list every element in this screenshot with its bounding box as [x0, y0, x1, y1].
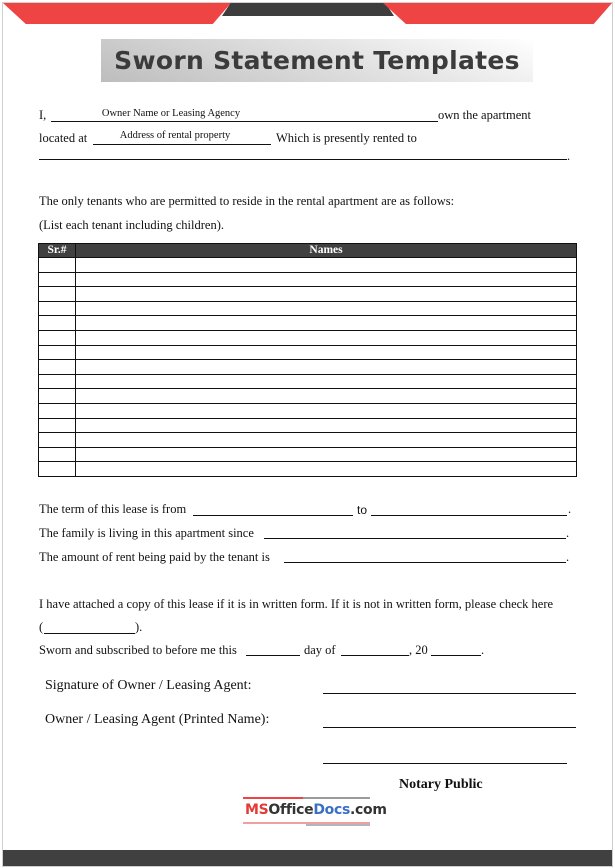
table-row: [39, 433, 577, 448]
table-row: [39, 301, 577, 316]
name-cell[interactable]: [76, 374, 577, 389]
sworn-day-of-label: day of: [304, 643, 336, 657]
sworn-month-field[interactable]: [341, 655, 409, 656]
sworn-year-label: , 20: [409, 643, 428, 657]
sr-cell[interactable]: [39, 272, 76, 287]
check-close-paren: ).: [135, 620, 143, 634]
table-row: [39, 345, 577, 360]
intro-rented-label: Which is presently rented to: [276, 131, 417, 145]
table-row: [39, 418, 577, 433]
signature-label: Signature of Owner / Leasing Agent:: [45, 678, 252, 693]
logo-part-docs: Docs: [313, 802, 350, 818]
sr-cell[interactable]: [39, 374, 76, 389]
name-cell[interactable]: [76, 462, 577, 477]
name-cell[interactable]: [76, 301, 577, 316]
table-row: [39, 462, 577, 477]
intro-own-label: own the apartment: [438, 108, 532, 122]
living-since-label: The family is living in this apartment since: [39, 526, 254, 540]
lease-to-field[interactable]: [371, 515, 567, 516]
logo-part-ms: MS: [245, 802, 269, 818]
name-cell[interactable]: [76, 418, 577, 433]
printed-name-label: Owner / Leasing Agent (Printed Name):: [45, 712, 270, 727]
sr-cell[interactable]: [39, 330, 76, 345]
tenants-intro-text: The only tenants who are permitted to reside in the rental apartment are as follows:: [39, 194, 455, 208]
table-row: [39, 389, 577, 404]
table-row: [39, 316, 577, 331]
lease-from-field[interactable]: [193, 515, 353, 516]
table-row: [39, 287, 577, 302]
name-cell[interactable]: [76, 287, 577, 302]
living-since-period: .: [566, 526, 570, 540]
sr-cell[interactable]: [39, 287, 76, 302]
name-cell[interactable]: [76, 345, 577, 360]
table-row: [39, 447, 577, 462]
check-here-field[interactable]: [44, 633, 135, 634]
footer-dark-band: [3, 850, 612, 866]
table-row: [39, 374, 577, 389]
table-row: [39, 272, 577, 287]
sr-cell[interactable]: [39, 462, 76, 477]
sr-cell[interactable]: [39, 345, 76, 360]
msofficedocs-logo: [243, 797, 387, 825]
name-cell[interactable]: [76, 330, 577, 345]
logo-accent-line: [243, 797, 303, 799]
page-title: Sworn Statement Templates: [114, 46, 520, 75]
sworn-day-field[interactable]: [246, 655, 300, 656]
intro-i-label: I,: [39, 108, 47, 122]
address-field[interactable]: [93, 144, 271, 145]
lease-to-label: to: [357, 503, 368, 517]
name-cell[interactable]: [76, 389, 577, 404]
owner-name-field[interactable]: [51, 121, 438, 122]
logo-part-office: Office: [268, 802, 314, 818]
sr-cell[interactable]: [39, 447, 76, 462]
rent-label: The amount of rent being paid by the tenant is: [39, 550, 270, 564]
sr-cell[interactable]: [39, 301, 76, 316]
header-red-band-right: [383, 3, 612, 24]
name-cell[interactable]: [76, 272, 577, 287]
header-red-band-left: [3, 3, 231, 24]
name-cell[interactable]: [76, 403, 577, 418]
tenants-note-text: (List each tenant including children).: [39, 218, 225, 232]
table-row: [39, 330, 577, 345]
attachment-text: I have attached a copy of this lease if it is in written form. If it is not in written form, please check here: [39, 597, 554, 611]
sr-cell[interactable]: [39, 316, 76, 331]
logo-part-com: .com: [349, 802, 387, 818]
sworn-label: Sworn and subscribed to before me this: [39, 643, 237, 657]
table-row: [39, 360, 577, 375]
column-header-names: Names: [76, 244, 577, 258]
header-dark-band: [222, 3, 394, 16]
table-row: [39, 403, 577, 418]
sworn-period: .: [481, 643, 485, 657]
rent-period: .: [566, 550, 570, 564]
tenants-table: [38, 243, 577, 477]
notary-signature-field[interactable]: [323, 763, 567, 764]
rent-field[interactable]: [284, 562, 566, 563]
logo-text: [245, 802, 387, 818]
sr-cell[interactable]: [39, 403, 76, 418]
living-since-field[interactable]: [264, 538, 566, 539]
logo-accent-line: [303, 797, 370, 799]
table-row: [39, 258, 577, 273]
logo-accent-line: [306, 824, 370, 826]
sr-cell[interactable]: [39, 360, 76, 375]
title-banner: [101, 39, 533, 82]
intro-located-label: located at: [39, 131, 88, 145]
column-header-sr: Sr.#: [39, 244, 76, 258]
name-cell[interactable]: [76, 433, 577, 448]
sr-cell[interactable]: [39, 418, 76, 433]
sworn-year-field[interactable]: [431, 655, 481, 656]
printed-name-field[interactable]: [323, 727, 576, 728]
name-cell[interactable]: [76, 360, 577, 375]
name-cell[interactable]: [76, 447, 577, 462]
tenant-name-field[interactable]: [39, 159, 567, 160]
notary-public-label: Notary Public: [399, 777, 483, 792]
check-open-paren: (: [39, 620, 44, 634]
name-cell[interactable]: [76, 316, 577, 331]
lease-term-label: The term of this lease is from: [39, 502, 187, 516]
signature-field[interactable]: [323, 693, 576, 694]
sr-cell[interactable]: [39, 389, 76, 404]
owner-name-value: Owner Name or Leasing Agency: [101, 108, 241, 119]
intro-period: .: [567, 149, 571, 163]
name-cell[interactable]: [76, 258, 577, 273]
table-header-row: [39, 244, 577, 258]
lease-term-period: .: [568, 502, 572, 516]
address-value: Address of rental property: [119, 130, 231, 141]
sr-cell[interactable]: [39, 433, 76, 448]
sr-cell[interactable]: [39, 258, 76, 273]
